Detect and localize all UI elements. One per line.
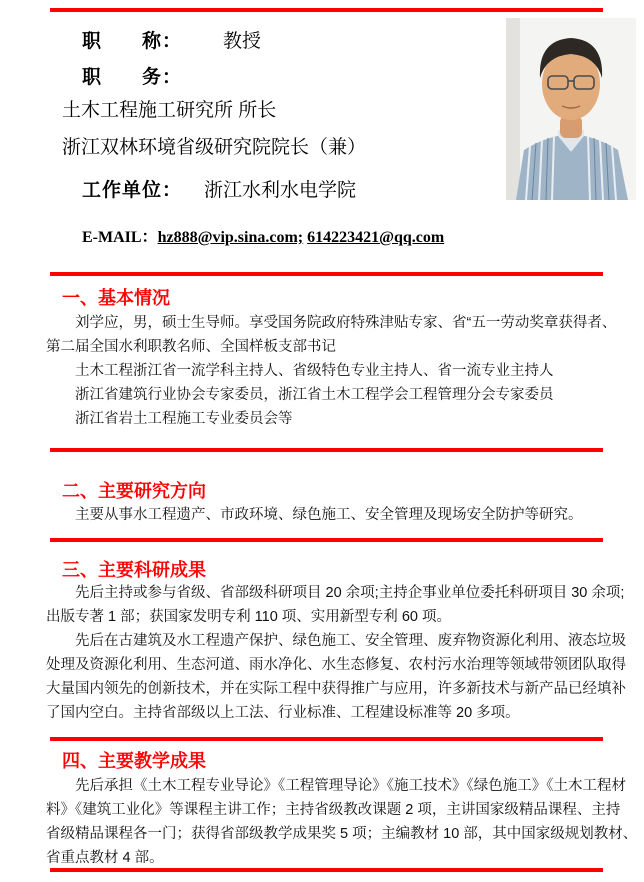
section3-line-6: 了国内空白。主持省部级以上工法、行业标准、工程建设标准等 20 多项。 xyxy=(46,705,520,721)
section3-rule xyxy=(50,538,603,542)
employer-value: 浙江水利水电学院 xyxy=(204,180,357,201)
section4-heading: 四、主要教学成果 xyxy=(62,751,206,771)
section2-line-1: 主要从事水工程遗产、市政环境、绿色施工、安全管理及现场安全防护等研究。 xyxy=(75,507,583,523)
section4-line-1: 先后承担《土木工程专业导论》《工程管理导论》《施工技术》《绿色施工》《土木工程材 xyxy=(75,778,626,794)
top-rule xyxy=(50,8,603,12)
section4-line-4: 省重点教材 4 部。 xyxy=(46,850,164,866)
section1-heading: 一、基本情况 xyxy=(62,288,170,308)
email-row xyxy=(82,224,444,247)
section3-heading: 三、主要科研成果 xyxy=(62,560,206,580)
title-row xyxy=(82,26,261,53)
section1-line-1: 刘学应，男，硕士生导师。享受国务院政府特殊津贴专家、省“五一劳动奖章获得者、 xyxy=(75,315,617,331)
position-line-1: 土木工程施工研究所 所长 xyxy=(62,100,277,121)
section3-line-1: 先后主持或参与省级、省部级科研项目 20 余项;主持企事业单位委托科研项目 30 余项; xyxy=(75,585,625,601)
section3-line-5: 大量国内领先的创新技术，并在实际工程中获得推广与应用，许多新技术与新产品已经填补 xyxy=(46,681,626,697)
email-label: E-MAIL： xyxy=(82,229,158,246)
portrait-photo-image xyxy=(506,18,636,200)
section1-line-3: 土木工程浙江省一流学科主持人、省级特色专业主持人、省一流专业主持人 xyxy=(75,363,554,379)
employer-label: 工作单位： xyxy=(82,180,183,201)
title-value: 教授 xyxy=(223,31,262,52)
section2-rule xyxy=(50,448,603,452)
title-label: 职 称： xyxy=(82,31,183,52)
section1-line-2: 第二届全国水利职教名师、全国样板支部书记 xyxy=(46,339,336,355)
section2-heading: 二、主要研究方向 xyxy=(62,481,206,501)
employer-row xyxy=(82,175,356,202)
position-row xyxy=(82,62,182,89)
position-line-2: 浙江双林环境省级研究院院长（兼） xyxy=(62,137,367,158)
section3-line-2: 出版专著 1 部；获国家发明专利 110 项、实用新型专利 60 项。 xyxy=(46,609,451,625)
email-link-2[interactable]: 614223421@qq.com xyxy=(307,229,445,246)
section3-line-4: 处理及资源化利用、生态河道、雨水净化、水生态修复、农村污水治理等领域带领团队取得 xyxy=(46,657,626,673)
section4-line-3: 省级精品课程各一门；获得省部级教学成果奖 5 项；主编教材 10 部，其中国家级规划教材、 xyxy=(46,826,638,842)
section4-line-2: 料》《建筑工业化》等课程主讲工作；主持省级教改课题 2 项，主讲国家级精品课程、主持 xyxy=(46,802,621,818)
position-label: 职 务： xyxy=(82,67,183,88)
email-link-1[interactable]: hz888@vip.sina.com; xyxy=(157,229,304,246)
section1-line-4: 浙江省建筑行业协会专家委员，浙江省土木工程学会工程管理分会专家委员 xyxy=(75,387,554,403)
section1-rule xyxy=(50,272,603,276)
section1-line-5: 浙江省岩土工程施工专业委员会等 xyxy=(75,411,293,427)
section3-line-3: 先后在古建筑及水工程遗产保护、绿色施工、安全管理、废弃物资源化利用、液态垃圾 xyxy=(75,633,626,649)
section4-rule xyxy=(50,737,603,741)
portrait-photo xyxy=(506,18,636,200)
